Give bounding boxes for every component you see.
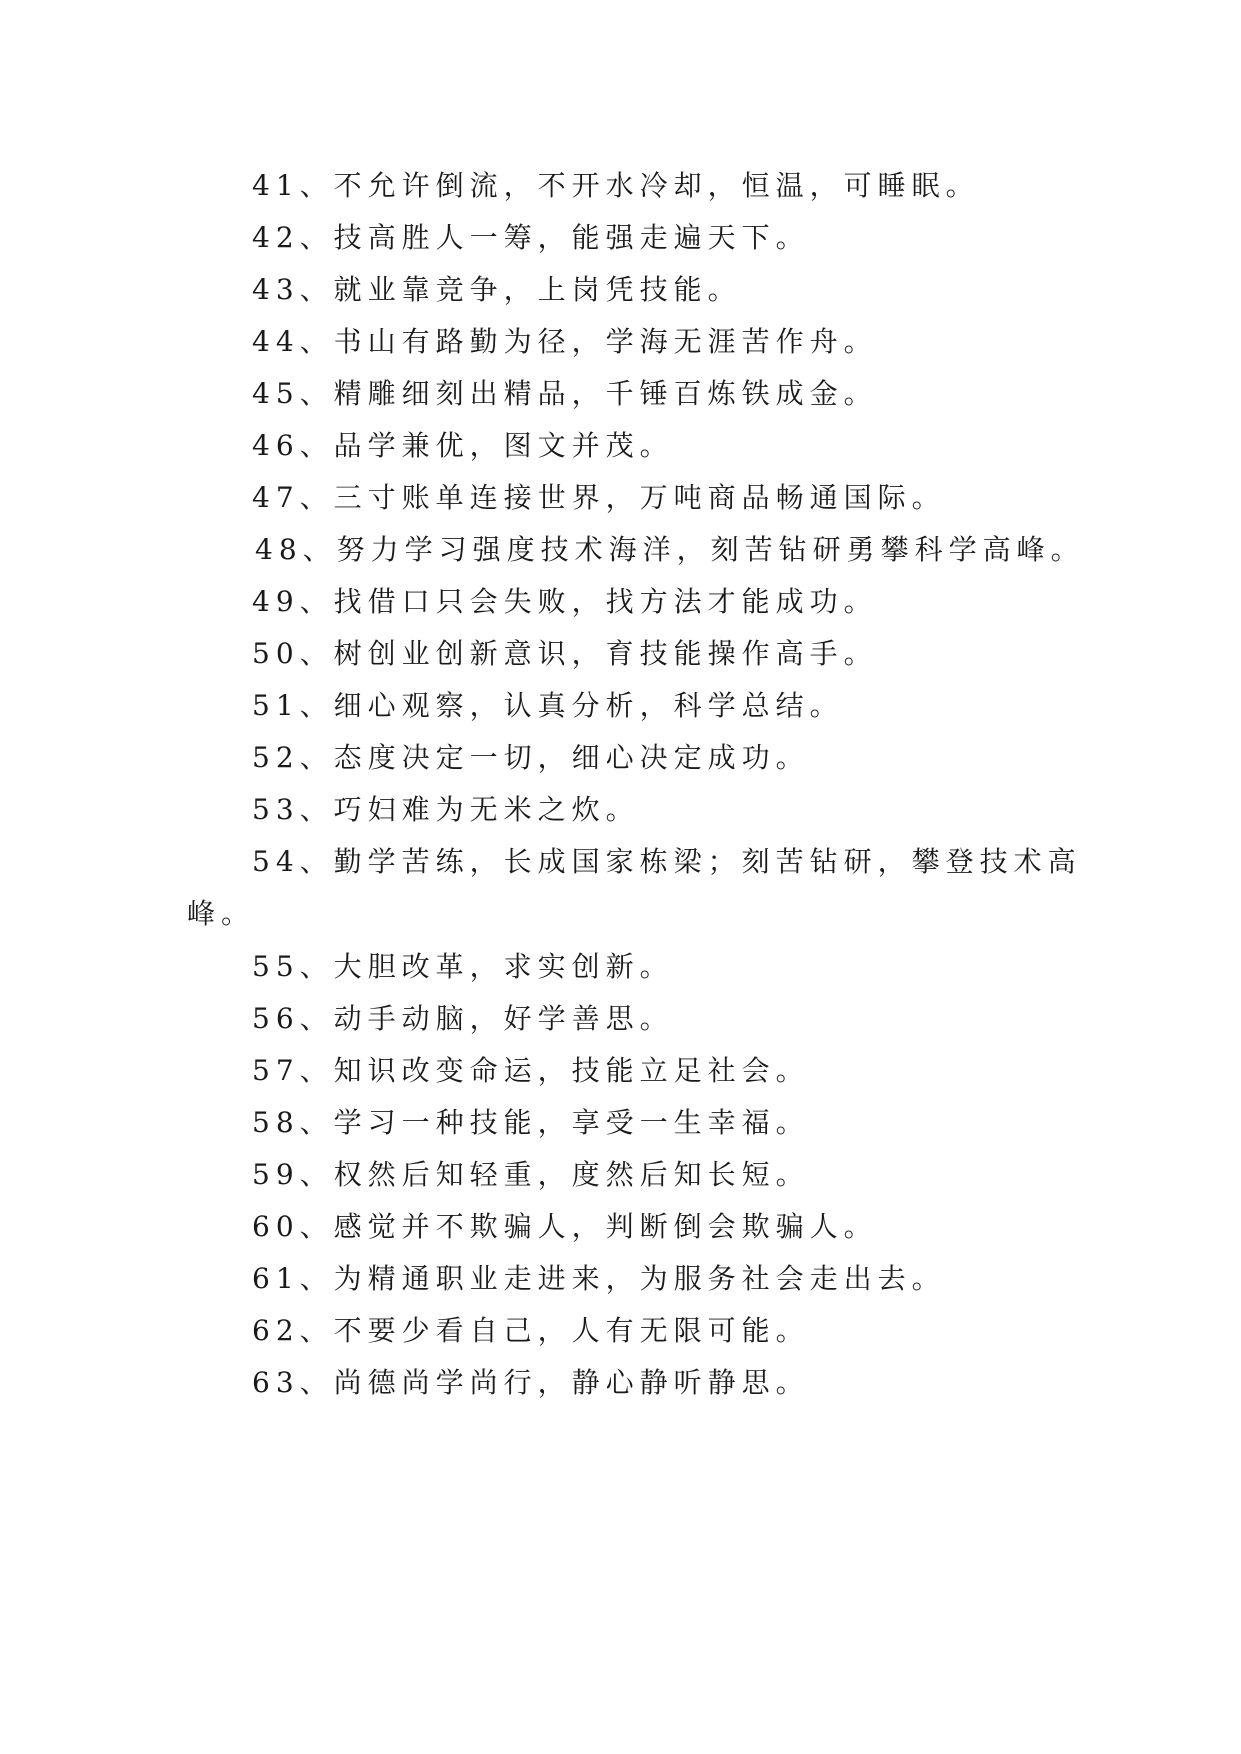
list-item: [0, 1282, 1241, 1347]
list-item: [0, 501, 1241, 566]
item-text: 52、态度决定一切，细心决定成功。: [252, 741, 810, 774]
item-text: 43、就业靠竞争，上岗凭技能。: [252, 273, 742, 306]
item-text: 48、努力学习强度技术海洋，刻苦钻研勇攀科学高峰。: [255, 533, 1085, 566]
list-item: [0, 970, 1241, 1035]
item-text: 41、不允许倒流，不开水冷却，恒温，可睡眠。: [252, 169, 980, 202]
item-text: 45、精雕细刻出精品，千锤百炼铁成金。: [252, 377, 878, 410]
list-item: [0, 189, 1241, 254]
item-text: 49、找借口只会失败，找方法才能成功。: [252, 585, 878, 618]
list-item: [0, 241, 1241, 306]
item-text: 62、不要少看自己，人有无限可能。: [252, 1314, 810, 1347]
item-text: 46、品学兼优，图文并茂。: [252, 429, 674, 462]
list-item: [0, 605, 1241, 670]
list-item: [0, 918, 1241, 983]
list-item: [0, 449, 1241, 514]
item-text: 50、树创业创新意识，育技能操作高手。: [252, 637, 878, 670]
list-item: [0, 553, 1241, 618]
item-text-continuation: 峰。: [187, 897, 256, 930]
item-text: 42、技高胜人一筹，能强走遍天下。: [252, 221, 810, 254]
item-text: 44、书山有路勤为径，学海无涯苦作舟。: [252, 325, 878, 358]
list-item: [0, 813, 1241, 930]
item-text: 58、学习一种技能，享受一生幸福。: [252, 1106, 810, 1139]
item-text: 60、感觉并不欺骗人，判断倒会欺骗人。: [252, 1210, 878, 1243]
list-item: [0, 397, 1241, 462]
list-item: [0, 1178, 1241, 1243]
item-text: 59、权然后知轻重，度然后知长短。: [252, 1158, 810, 1191]
item-text: 55、大胆改革，求实创新。: [252, 950, 674, 983]
item-text: 56、动手动脑，好学善思。: [252, 1002, 674, 1035]
item-text: 51、细心观察，认真分析，科学总结。: [252, 689, 844, 722]
list-item: [0, 1022, 1241, 1087]
list-item: [0, 345, 1241, 410]
list-item: [0, 709, 1241, 774]
item-text: 53、巧妇难为无米之炊。: [252, 793, 640, 826]
list-item: [0, 657, 1241, 722]
item-text: 47、三寸账单连接世界，万吨商品畅通国际。: [252, 481, 946, 514]
list-item: [0, 1074, 1241, 1139]
item-text: 61、为精通职业走进来，为服务社会走出去。: [252, 1262, 946, 1295]
list-item: [0, 1334, 1241, 1399]
list-item: [0, 293, 1241, 358]
item-text: 57、知识改变命运，技能立足社会。: [252, 1054, 810, 1087]
list-item: [0, 761, 1241, 826]
item-text: 54、勤学苦练，长成国家栋梁；刻苦钻研，攀登技术高: [252, 845, 1082, 878]
list-item: [0, 1126, 1241, 1191]
item-text: 63、尚德尚学尚行，静心静听静思。: [252, 1366, 810, 1399]
list-item: [0, 1230, 1241, 1295]
